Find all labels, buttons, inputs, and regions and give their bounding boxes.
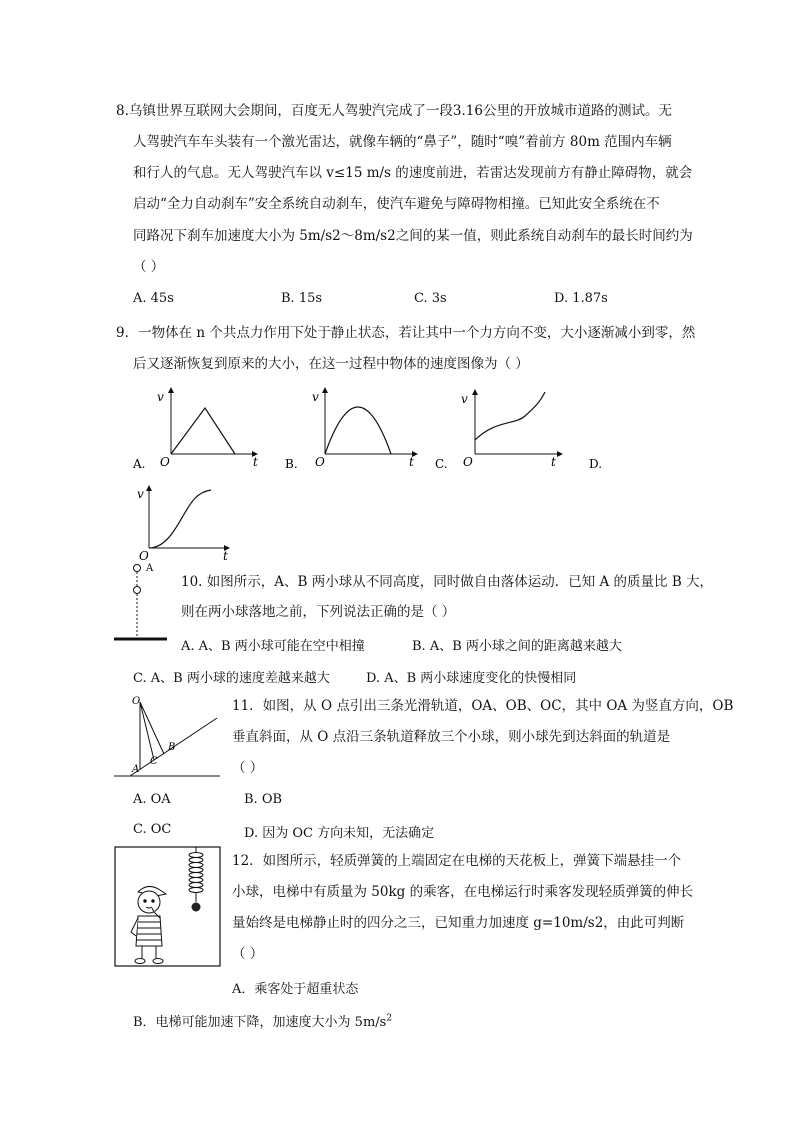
graph-c-option-label: C. [435,457,448,471]
q11-label-c: C [150,756,158,767]
ball-icon [192,903,201,912]
q8-line-5: 同路况下刹车加速度大小为 5m/s2～8m/s2之间的某一值，则此系统自动刹车的最长时间约为 [133,228,693,244]
q8-option-c: C. 3s [414,291,447,306]
graph-b [285,390,415,471]
graph-d-t-label: t [223,549,228,563]
graph-a-v-label: v [157,390,164,404]
q12-option-b [133,1011,392,1030]
q11-line-2: 垂直斜面，从 O 点沿三条轨道释放三个小球，则小球先到达斜面的轨道是 [232,729,671,745]
q10-option-c: C. A、B 两小球的速度差越来越大 [133,671,330,686]
q8-option-a: A. 45s [133,291,174,306]
graph-c-t-label: t [551,455,556,469]
graph-c [435,392,560,471]
graph-b-option-label: B. [285,457,298,471]
q11-label-o: O [132,696,141,707]
q10-option-d: D. A、B 两小球速度变化的快慢相同 [366,671,577,686]
graph-c-origin-label: O [463,455,473,469]
q10-line-2: 则在两小球落地之前，下列说法正确的是（ ） [181,604,456,620]
q8-line-4: 启动“全力自动刹车”安全系统自动刹车，使汽车避免与障碍物相撞。已知此安全系统在不 [133,196,660,212]
graph-a-option-label: A. [133,457,146,471]
q9-graphs [125,380,625,565]
q11-option-a: A. OA [133,792,171,807]
q11-figure [112,690,224,780]
q12-line-2: 小球，电梯中有质量为 50kg 的乘客，在电梯运行时乘客发现轻质弹簧的伸长 [232,884,694,900]
q12-line-3: 量始终是电梯静止时的四分之三，已知重力加速度 g=10m/s2，由此可判断 [232,915,685,931]
graph-b-origin-label: O [315,455,325,469]
q12-figure [114,846,222,968]
q8-line-1: 8.乌镇世界互联网大会期间，百度无人驾驶汽完成了一段3.16公里的开放城市道路的测试。无 [116,103,672,119]
q9-line-1: 9．一物体在 n 个共点力作用下处于静止状态，若让其中一个力方向不变，大小逐渐减小到零，然 [116,325,696,341]
q10-figure [112,560,172,650]
q8-option-d: D. 1.87s [554,291,608,306]
q12-option-a: A．乘客处于超重状态 [232,982,359,997]
q12-option-b-superscript: 2 [386,1013,393,1024]
q11-line-1: 11．如图，从 O 点引出三条光滑轨道，OA、OB、OC，其中 OA 为竖直方向，OB [232,698,734,714]
q10-ball-a-label: A [146,563,154,574]
q8-line-6: （ ） [133,259,165,275]
q12-line-4: （ ） [232,946,264,962]
q11-label-b: B [168,742,176,753]
q11-label-a: A [132,764,140,775]
graph-b-v-label: v [312,390,319,404]
graph-d-v-label: v [137,487,144,501]
q10-option-a: A. A、B 两小球可能在空中相撞 [181,639,365,654]
q11-option-d: D. 因为 OC 方向未知，无法确定 [244,826,435,841]
q8-line-2: 人驾驶汽车车头装有一个激光雷达，就像车辆的“鼻子”，随时“嗅”着前方 80m 范围内车辆 [133,134,672,150]
q8-option-b: B. 15s [281,291,323,306]
q11-option-c: C. OC [133,822,172,837]
graph-b-t-label: t [409,455,414,469]
graph-a-origin-label: O [160,455,170,469]
q10-line-1: 10. 如图所示，A、B 两小球从不同高度，同时做自由落体运动．已知 A 的质量比 B 大， [181,574,714,590]
q11-line-3: （ ） [232,760,264,776]
graph-d-option-label: D. [589,457,603,471]
q10-option-b: B. A、B 两小球之间的距离越来越大 [412,639,622,654]
q12-option-b-text: B．电梯可能加速下降，加速度大小为 5m/s [133,1015,387,1030]
q8-line-3: 和行人的气息。无人驾驶汽车以 v≤15 m/s 的速度前进，若雷达发现前方有静止障碍物，就会 [133,165,693,181]
graph-d [137,487,228,563]
q9-line-2: 后又逐渐恢复到原来的大小，在这一过程中物体的速度图像为（ ） [133,356,529,372]
q11-option-b: B. OB [244,792,283,807]
q12-line-1: 12．如图所示，轻质弹簧的上端固定在电梯的天花板上，弹簧下端悬挂一个 [232,853,682,869]
graph-d-origin-label: O [139,549,149,563]
graph-c-v-label: v [461,392,468,406]
graph-a [132,390,258,471]
graph-a-t-label: t [253,455,258,469]
